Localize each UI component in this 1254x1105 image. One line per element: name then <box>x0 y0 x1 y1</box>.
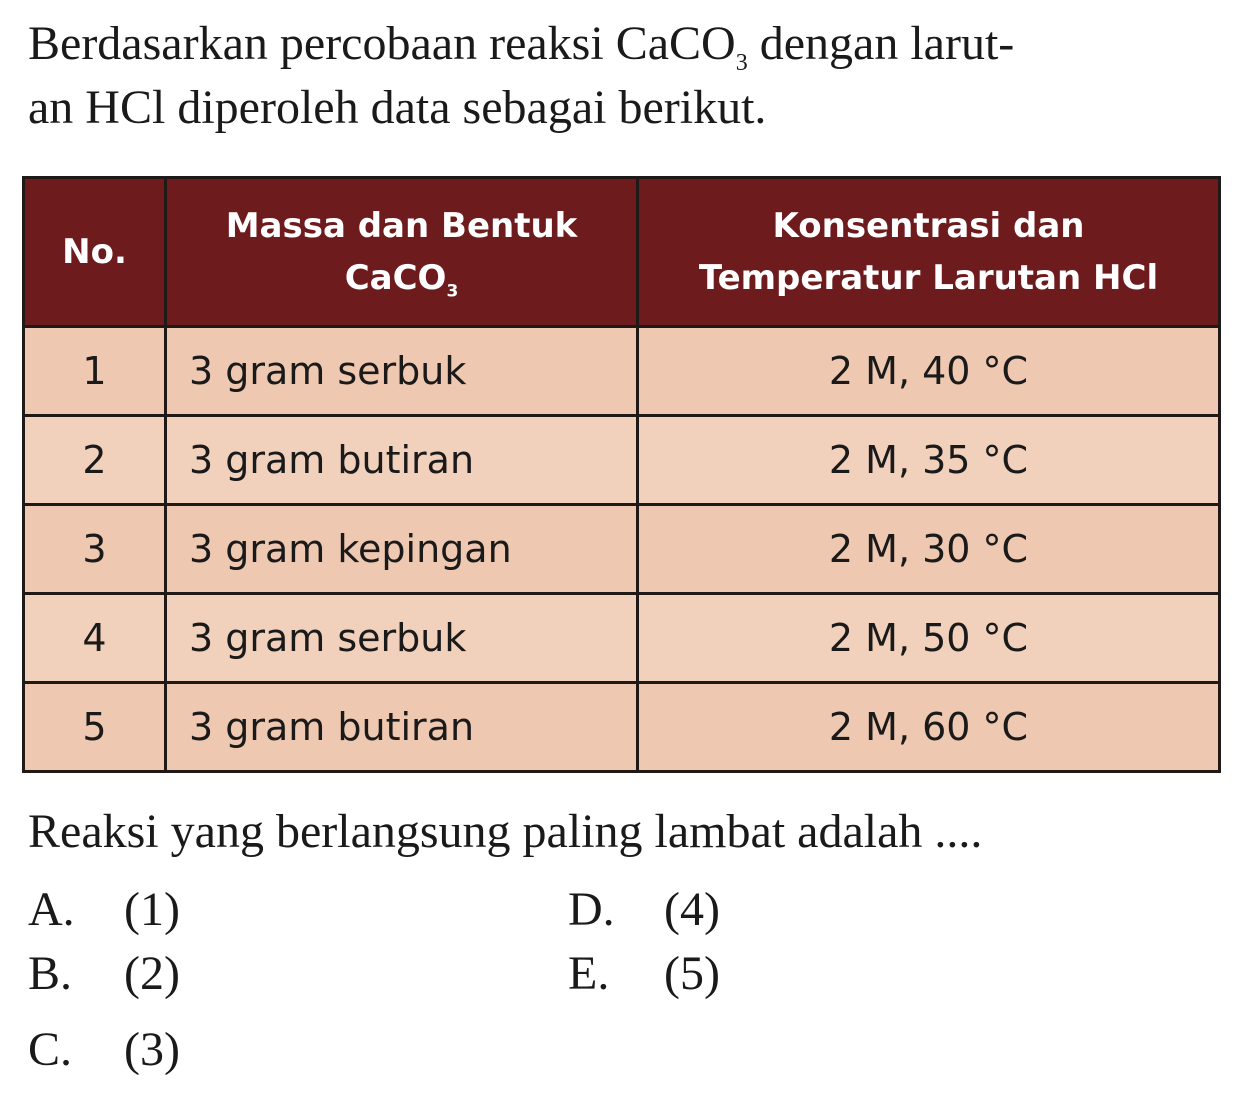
cell-mass: 3 gram serbuk <box>166 594 638 683</box>
option-c[interactable] <box>28 1018 180 1082</box>
header-mass-line1: Massa dan Bentuk <box>225 206 578 246</box>
question-text: Reaksi yang berlangsung paling lambat adalah .... <box>28 805 983 858</box>
option-a[interactable] <box>28 878 180 942</box>
header-conc <box>638 178 1220 327</box>
intro-line2: an HCl diperoleh data sebagai berikut. <box>28 81 767 134</box>
cell-mass: 3 gram butiran <box>166 683 638 772</box>
header-mass-subscript: 3 <box>446 281 459 302</box>
table-row <box>24 594 1220 683</box>
header-no: No. <box>24 178 166 327</box>
data-table-container <box>22 176 1218 772</box>
option-c-text: (3) <box>124 1023 180 1076</box>
intro-line1-a: Berdasarkan percobaan reaksi CaCO <box>28 17 736 70</box>
cell-mass: 3 gram kepingan <box>166 505 638 594</box>
option-d[interactable] <box>568 878 720 942</box>
option-e-letter: E. <box>568 947 610 1000</box>
intro-text <box>28 12 1228 140</box>
cell-conc: 2 M, 35 °C <box>638 416 1220 505</box>
table-row <box>24 505 1220 594</box>
intro-line1-b: dengan larut- <box>747 17 1015 70</box>
option-b-letter: B. <box>28 947 73 1000</box>
header-mass-line2: CaCO <box>344 258 447 298</box>
option-a-letter: A. <box>28 883 75 936</box>
option-d-letter: D. <box>568 883 615 936</box>
intro-line1-subscript: 3 <box>735 49 748 76</box>
option-b[interactable] <box>28 942 180 1006</box>
cell-no: 3 <box>24 505 166 594</box>
cell-no: 1 <box>24 327 166 416</box>
option-c-letter: C. <box>28 1023 73 1076</box>
cell-mass: 3 gram butiran <box>166 416 638 505</box>
cell-conc: 2 M, 40 °C <box>638 327 1220 416</box>
data-table <box>22 176 1221 773</box>
table-row <box>24 683 1220 772</box>
cell-conc: 2 M, 30 °C <box>638 505 1220 594</box>
cell-mass: 3 gram serbuk <box>166 327 638 416</box>
cell-no: 4 <box>24 594 166 683</box>
option-a-text: (1) <box>124 883 180 936</box>
cell-conc: 2 M, 60 °C <box>638 683 1220 772</box>
option-b-text: (2) <box>124 947 180 1000</box>
option-d-text: (4) <box>664 883 720 936</box>
cell-no: 2 <box>24 416 166 505</box>
header-conc-line1: Konsentrasi dan <box>772 206 1085 246</box>
table-header-row <box>24 178 1220 327</box>
table-row <box>24 416 1220 505</box>
cell-no: 5 <box>24 683 166 772</box>
header-conc-line2: Temperatur Larutan HCl <box>698 258 1159 298</box>
cell-conc: 2 M, 50 °C <box>638 594 1220 683</box>
table-row <box>24 327 1220 416</box>
header-mass <box>166 178 638 327</box>
option-e[interactable] <box>568 942 720 1006</box>
option-e-text: (5) <box>664 947 720 1000</box>
